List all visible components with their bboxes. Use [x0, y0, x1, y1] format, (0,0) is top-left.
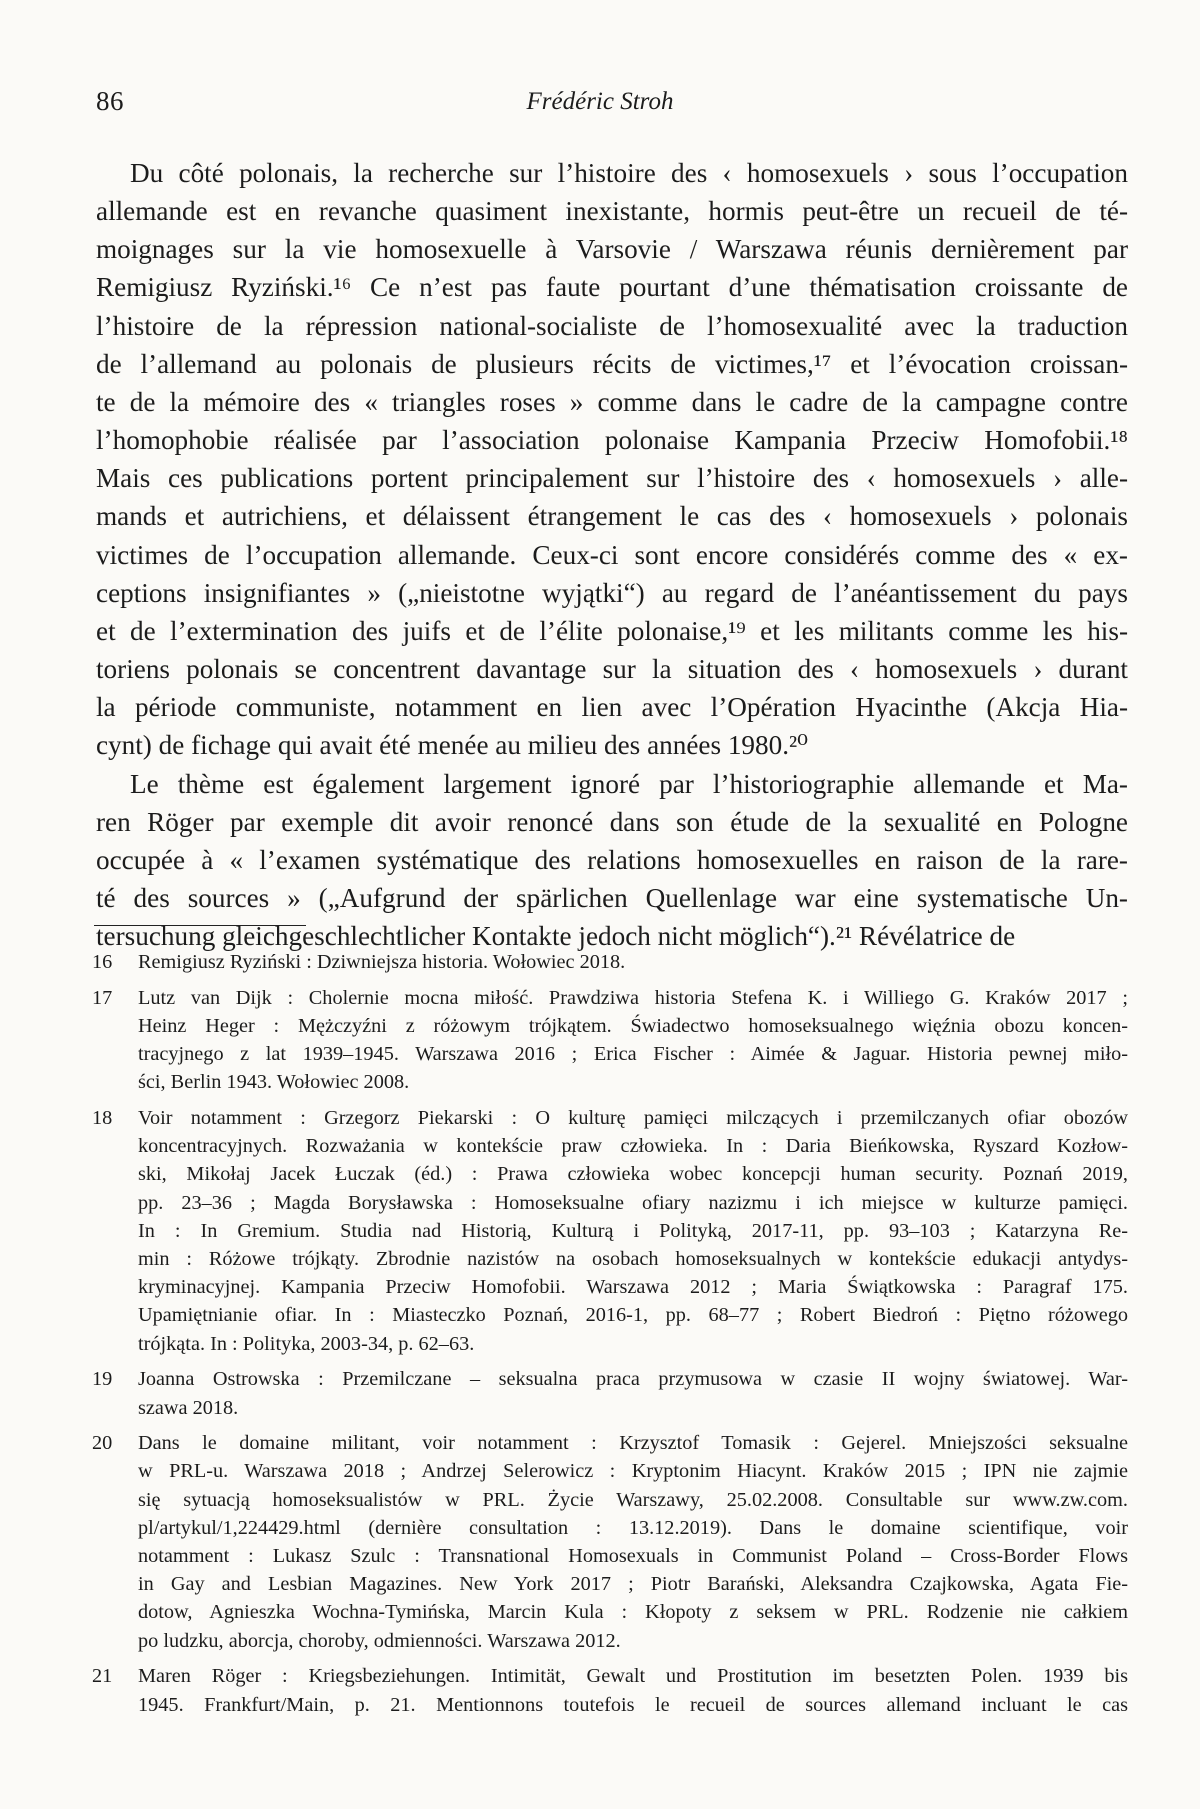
text-line: allemande est en revanche quasiment inexistante, hormis peut-être un recueil de té-	[96, 196, 1128, 227]
footnote-text	[138, 1662, 1128, 1718]
footnote-line: w PRL-u. Warszawa 2018 ; Andrzej Selerowicz : Kryptonim Hiacynt. Kraków 2015 ; IPN nie zajmie	[138, 1460, 1128, 1483]
footnote-number: 17	[92, 986, 113, 1009]
footnote-number: 18	[92, 1107, 113, 1130]
footnote-line: szawa 2018.	[138, 1396, 239, 1419]
footnote-number: 21	[92, 1665, 113, 1688]
text-line: mands et autrichiens, et délaissent étrangement le cas des ‹ homosexuels › polonais	[96, 501, 1128, 532]
body-text	[96, 154, 1128, 955]
text-line: té des sources » („Aufgrund der spärlichen Quellenlage war eine systematische Un-	[96, 882, 1128, 913]
footnote-line: Voir notamment : Grzegorz Piekarski : O kulturę pamięci milczących i przemilczanych ofiar obozów	[138, 1107, 1128, 1130]
footnote-line: notamment : Lukasz Szulc : Transnational Homosexuals in Communist Poland – Cross-Border Flows	[138, 1545, 1128, 1568]
footnote-number: 20	[92, 1432, 113, 1455]
footnote-line: in Gay and Lesbian Magazines. New York 2017 ; Piotr Barański, Aleksandra Czajkowska, Agata Fie-	[138, 1573, 1128, 1596]
footnote-line: ski, Mikołaj Jacek Łuczak (éd.) : Prawa człowieka wobec koncepcji human security. Poznań 2019,	[138, 1163, 1128, 1186]
text-line: moignages sur la vie homosexuelle à Varsovie / Warszawa réunis dernièrement par	[96, 234, 1128, 265]
footnote-line: pp. 23–36 ; Magda Borysławska : Homoseksualne ofiary nazizmu i ich miejsce w kulturze pamięci.	[138, 1191, 1128, 1214]
text-line: Du côté polonais, la recherche sur l’histoire des ‹ homosexuels › sous l’occupation	[130, 158, 1128, 188]
footnote-line: 1945. Frankfurt/Main, p. 21. Mentionnons toutefois le recueil de sources allemand incluant le cas	[138, 1693, 1128, 1716]
footnote-line: In : In Gremium. Studia nad Historią, Kulturą i Polityką, 2017-11, pp. 93–103 ; Katarzyna Re-	[138, 1219, 1128, 1242]
footnote	[88, 948, 1128, 976]
paragraph-2	[96, 765, 1128, 956]
running-head: Frédéric Stroh	[526, 88, 674, 115]
footnote-line: Dans le domaine militant, voir notamment : Krzysztof Tomasik : Gejerel. Mniejszości seksualne	[138, 1432, 1128, 1455]
footnote-line: Upamiętnianie ofiar. In : Miasteczko Poznań, 2016-1, pp. 68–77 ; Robert Biedroń : Piętno różowego	[138, 1304, 1128, 1327]
text-line: occupée à « l’examen systématique des relations homosexuelles en raison de la rare-	[96, 844, 1128, 875]
footnote-line: Maren Röger : Kriegsbeziehungen. Intimität, Gewalt und Prostitution im besetzten Polen. 1939 bis	[138, 1665, 1128, 1688]
footnote-number: 19	[92, 1368, 113, 1391]
footnote-line: pl/artykul/1,224429.html (dernière consultation : 13.12.2019). Dans le domaine scientifique, voir	[138, 1516, 1128, 1539]
footnote-line: min : Różowe trójkąty. Zbrodnie nazistów na osobach homoseksualnych w kontekście edukacji antydys-	[138, 1248, 1128, 1271]
footnote-line: ści, Berlin 1943. Wołowiec 2008.	[138, 1071, 410, 1094]
footnote	[88, 984, 1128, 1097]
footnote-line: po ludzku, aborcja, choroby, odmienności. Warszawa 2012.	[138, 1629, 621, 1652]
text-line: Le thème est également largement ignoré par l’historiographie allemande et Ma-	[130, 768, 1128, 799]
footnote-text	[138, 1104, 1128, 1358]
footnote	[88, 1365, 1128, 1421]
text-line: Remigiusz Ryziński.¹⁶ Ce n’est pas faute pourtant d’une thématisation croissante de	[96, 272, 1128, 303]
text-line: de l’allemand au polonais de plusieurs récits de victimes,¹⁷ et l’évocation croissan-	[96, 348, 1128, 379]
footnote-line: Joanna Ostrowska : Przemilczane – seksualna praca przymusowa w czasie II wojny światowej. War-	[138, 1368, 1128, 1391]
footnote-separator	[94, 925, 306, 926]
footnote-line: trójkąta. In : Polityka, 2003-34, p. 62–63.	[138, 1332, 475, 1355]
text-line: l’histoire de la répression national-socialiste de l’homosexualité avec la traduction	[96, 310, 1128, 341]
text-line: te de la mémoire des « triangles roses » comme dans le cadre de la campagne contre	[96, 386, 1128, 417]
footnote-line: Heinz Heger : Mężczyźni z różowym trójkątem. Świadectwo homoseksualnego więźnia obozu koncen-	[138, 1014, 1128, 1037]
footnote-line: dotow, Agnieszka Wochna-Tymińska, Marcin Kula : Kłopoty z seksem w PRL. Rodzenie nie całkiem	[138, 1601, 1128, 1624]
text-line: ren Röger par exemple dit avoir renoncé dans son étude de la sexualité en Pologne	[96, 806, 1128, 837]
text-line: la période communiste, notamment en lien avec l’Opération Hyacinthe (Akcja Hia-	[96, 692, 1128, 723]
footnote-line: się sytuacją homoseksualistów w PRL. Życie Warszawy, 25.02.2008. Consultable sur www.zw.com.	[138, 1488, 1128, 1511]
footnote-line: kryminacyjnej. Kampania Przeciw Homofobii. Warszawa 2012 ; Maria Świątkowska : Paragraf 175.	[138, 1276, 1128, 1299]
footnote-number: 16	[92, 951, 113, 973]
text-line: Mais ces publications portent principalement sur l’histoire des ‹ homosexuels › alle-	[96, 463, 1128, 494]
text-line: ceptions insignifiantes » („nieistotne wyjątki“) au regard de l’anéantissement du pays	[96, 577, 1128, 608]
footnote	[88, 1104, 1128, 1358]
text-line: et de l’extermination des juifs et de l’élite polonaise,¹⁹ et les militants comme les his-	[96, 615, 1128, 646]
text-line: l’homophobie réalisée par l’association polonaise Kampania Przeciw Homofobii.¹⁸	[96, 425, 1128, 456]
footnote-text	[138, 1365, 1128, 1421]
footnote-text	[138, 948, 1128, 976]
footnote-line: Lutz van Dijk : Cholernie mocna miłość. Prawdziwa historia Stefena K. i Williego G. Kraków 2017 ;	[138, 986, 1128, 1009]
paragraph-1	[96, 154, 1128, 765]
footnote-line: Remigiusz Ryziński : Dziwniejsza historia. Wołowiec 2018.	[138, 951, 626, 973]
text-line: victimes de l’occupation allemande. Ceux-ci sont encore considérés comme des « ex-	[96, 539, 1128, 570]
footnotes	[88, 948, 1128, 1726]
text-line: tersuchung gleichgeschlechtlicher Kontakte jedoch nicht möglich“).²¹ Révélatrice de	[96, 921, 1016, 952]
footnote-line: koncentracyjnych. Rozważania w kontekście praw człowieka. In : Daria Bieńkowska, Ryszard Kozłow-	[138, 1135, 1128, 1158]
text-line: toriens polonais se concentrent davantage sur la situation des ‹ homosexuels › durant	[96, 654, 1128, 685]
footnote	[88, 1662, 1128, 1718]
footnote-text	[138, 984, 1128, 1097]
footnote-text	[138, 1429, 1128, 1655]
footnote-line: tracyjnego z lat 1939–1945. Warszawa 2016 ; Erica Fischer : Aimée & Jaguar. Historia pewnej miło-	[138, 1043, 1128, 1066]
text-line: cynt) de fichage qui avait été menée au milieu des années 1980.²⁰	[96, 730, 809, 761]
page-number: 86	[96, 86, 124, 116]
footnote	[88, 1429, 1128, 1655]
